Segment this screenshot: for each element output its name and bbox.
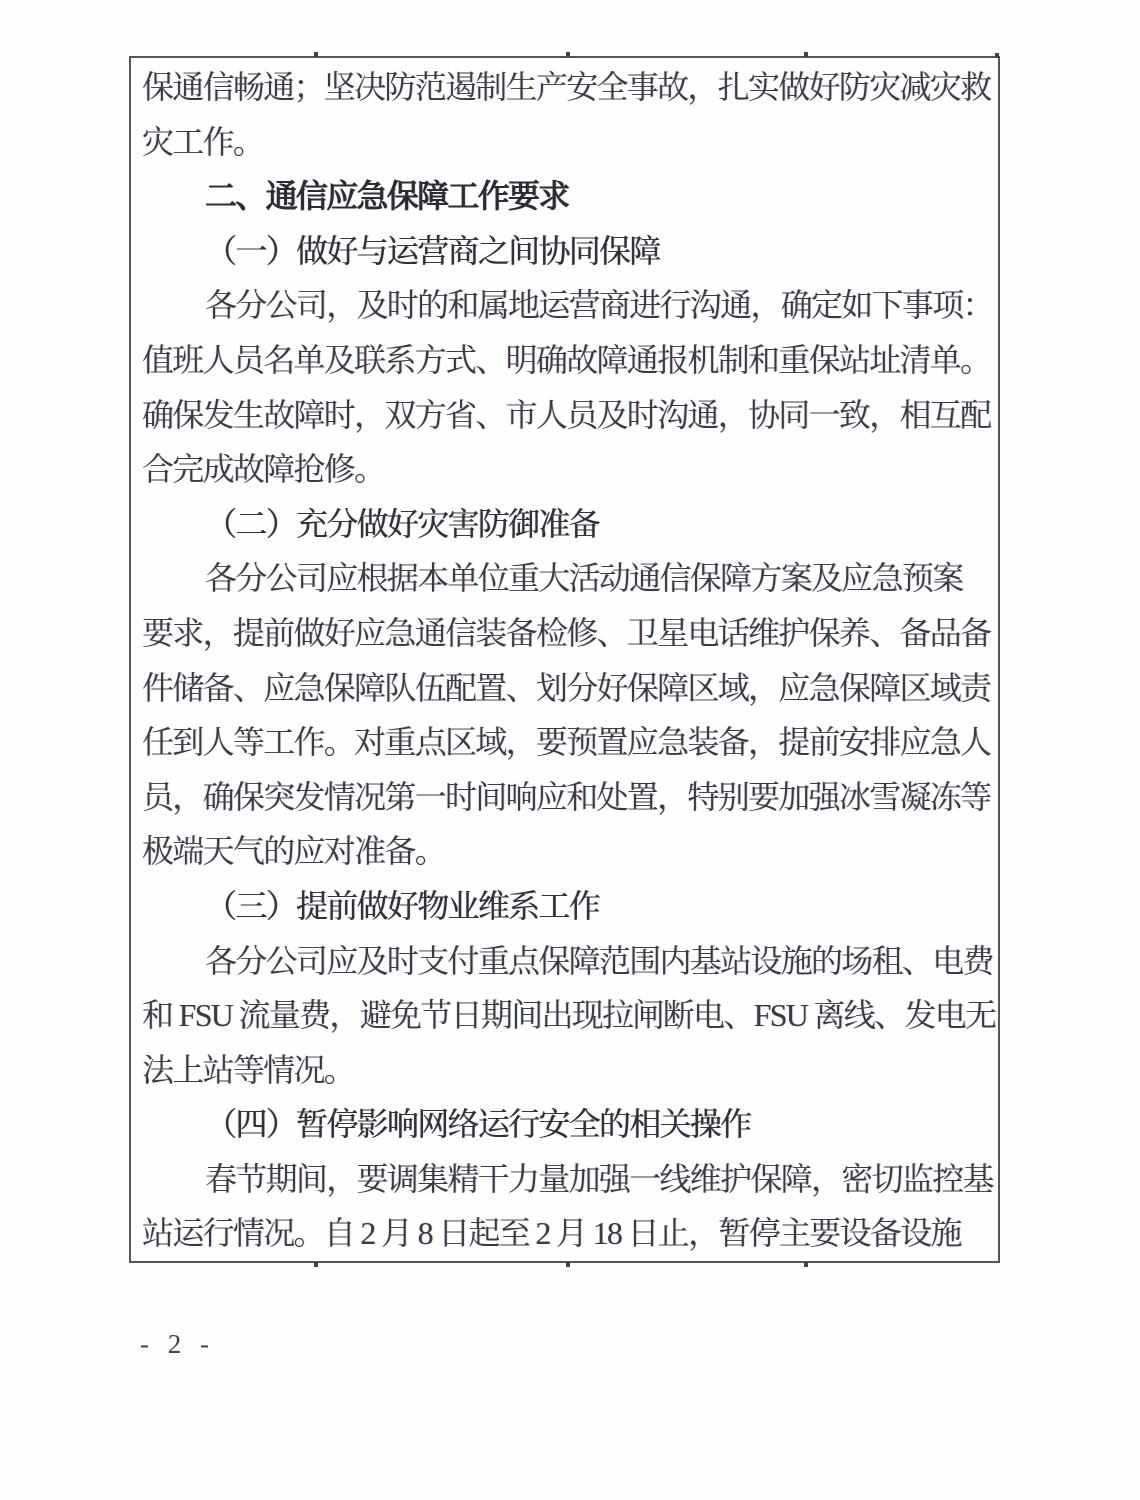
text-line: 要求，提前做好应急通信装备检修、卫星电话维护保养、备品备: [142, 614, 991, 651]
text-line: 值班人员名单及联系方式、明确故障通报机制和重保站址清单。: [142, 341, 991, 378]
subsection-heading: （三）提前做好物业维系工作: [205, 887, 599, 924]
text-line: 保通信畅通；坚决防范遏制生产安全事故，扎实做好防灾减灾救: [142, 69, 991, 105]
text-line: 和 FSU 流量费，避免节日期间出现拉闸断电、FSU 离线、发电无: [142, 997, 996, 1034]
page-number: - 2 -: [140, 1329, 215, 1359]
border-tick: [566, 1262, 570, 1267]
text-line: 合完成故障抢修。: [142, 451, 385, 488]
text-line: 灾工作。: [142, 123, 264, 160]
border-tick: [314, 52, 318, 57]
text-block: [142, 60, 996, 1261]
section-heading: 二、通信应急保障工作要求: [205, 178, 569, 215]
text-line: 各分公司应及时支付重点保障范围内基站设施的场租、电费: [205, 942, 993, 979]
subsection-heading: （一）做好与运营商之间协同保障: [205, 232, 660, 269]
text-line: 员，确保突发情况第一时间响应和处置，特别要加强冰雪凝冻等: [142, 778, 991, 815]
text-line: 任到人等工作。对重点区域，要预置应急装备，提前安排应急人: [142, 724, 991, 761]
text-line: 各分公司应根据本单位重大活动通信保障方案及应急预案: [205, 560, 963, 597]
text-line: 站运行情况。自 2 月 8 日起至 2 月 18 日止，暂停主要设备设施: [142, 1215, 961, 1252]
border-tick: [804, 1262, 808, 1267]
text-line: 极端天气的应对准备。: [142, 833, 446, 870]
subsection-heading: （二）充分做好灾害防御准备: [205, 505, 599, 542]
border-tick: [314, 1262, 318, 1267]
text-line: 法上站等情况。: [142, 1051, 355, 1088]
border-tick: [804, 52, 808, 57]
text-line: 确保发生故障时，双方省、市人员及时沟通，协同一致，相互配: [142, 396, 991, 433]
border-tick: [995, 53, 999, 58]
text-line: 各分公司，及时的和属地运营商进行沟通，确定如下事项：: [205, 287, 993, 324]
text-line: 件储备、应急保障队伍配置、划分好保障区域，应急保障区域责: [142, 669, 991, 706]
text-line: 春节期间，要调集精干力量加强一线维护保障，密切监控基: [205, 1160, 993, 1197]
border-tick: [566, 52, 570, 57]
subsection-heading: （四）暂停影响网络运行安全的相关操作: [205, 1106, 751, 1143]
